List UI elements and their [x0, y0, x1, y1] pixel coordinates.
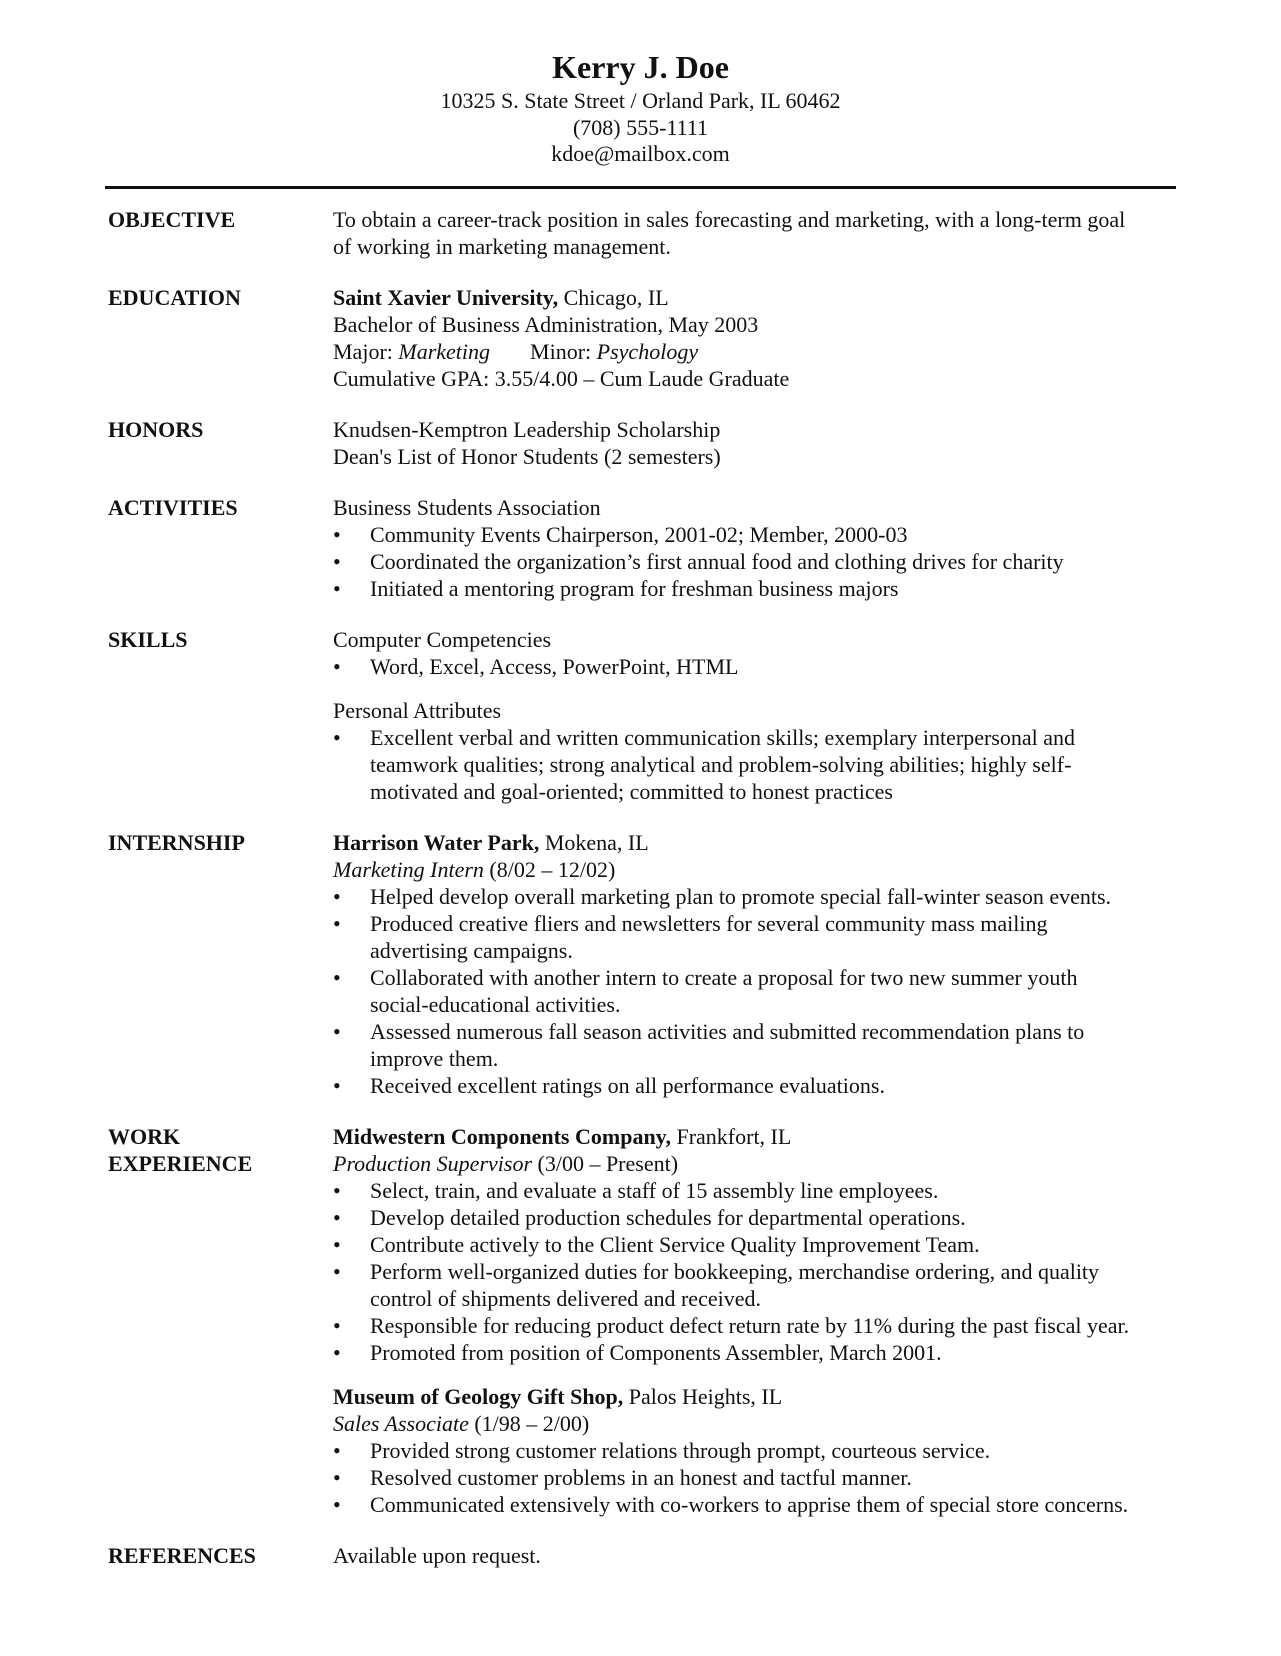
list-item: • Resolved customer problems in an honest and tactful manner. — [333, 1465, 912, 1490]
objective-line: of working in marketing management. — [333, 234, 671, 259]
list-item: • Responsible for reducing product defect return rate by 11% during the past fiscal year. — [333, 1313, 1130, 1338]
major-label: Major: — [333, 339, 399, 364]
bullet-icon: • — [333, 1205, 341, 1230]
activities-body — [333, 494, 1178, 602]
activity-org: Business Students Association — [333, 495, 601, 520]
list-item: • Excellent verbal and written communication skills; exemplary interpersonal and teamwork qualities; strong analytical and problem-solving abilities; highly self- motivated and goal-oriented; committed to honest practices — [333, 725, 1075, 804]
skill-group-title: Personal Attributes — [333, 698, 502, 723]
company-name: Midwestern Components Company, — [333, 1124, 671, 1149]
major-minor-line — [333, 338, 1178, 365]
list-item: • Provided strong customer relations through prompt, courteous service. — [333, 1438, 991, 1463]
list-item: • Produced creative fliers and newsletters for several community mass mailing advertising campaigns. — [333, 911, 1048, 963]
bullet-icon: • — [333, 884, 341, 909]
section-internship — [108, 829, 1178, 1099]
header-divider — [105, 186, 1176, 189]
objective-line: To obtain a career-track position in sales forecasting and marketing, with a long-term goal — [333, 207, 1126, 232]
skill-group-title: Computer Competencies — [333, 627, 552, 652]
section-skills — [108, 626, 1178, 805]
resume-body — [108, 206, 1178, 1593]
job-dates: (8/02 – 12/02) — [483, 857, 616, 882]
skills-body — [333, 626, 1178, 805]
bullet-icon: • — [333, 522, 341, 547]
company-line — [333, 1123, 1178, 1150]
work-body — [333, 1123, 1178, 1518]
job-title-line — [333, 856, 1178, 883]
company-location: Palos Heights, IL — [623, 1384, 783, 1409]
section-label: WORK EXPERIENCE — [108, 1124, 253, 1176]
list-item: • Helped develop overall marketing plan to promote special fall-winter season events. — [333, 884, 1112, 909]
bullet-icon: • — [333, 965, 341, 990]
objective-text — [333, 206, 1178, 260]
candidate-name: Kerry J. Doe — [552, 49, 729, 85]
job-title: Production Supervisor — [333, 1151, 532, 1176]
company-line — [333, 1383, 1178, 1410]
bullet-icon: • — [333, 1465, 341, 1490]
section-objective — [108, 206, 1178, 260]
list-item: • Assessed numerous fall season activities and submitted recommendation plans to improve them. — [333, 1019, 1085, 1071]
company-name: Harrison Water Park, — [333, 830, 540, 855]
job-dates: (1/98 – 2/00) — [468, 1411, 590, 1436]
honors-body — [333, 416, 1178, 470]
bullet-icon: • — [333, 549, 341, 574]
school-name: Saint Xavier University, — [333, 285, 559, 310]
job-bullets — [333, 1177, 1178, 1366]
minor: Psychology — [596, 339, 699, 364]
education-body — [333, 284, 1178, 392]
list-item: • Develop detailed production schedules for departmental operations. — [333, 1205, 966, 1230]
references-text: Available upon request. — [333, 1543, 541, 1568]
bullet-icon: • — [333, 1178, 341, 1203]
internship-body — [333, 829, 1178, 1099]
section-references — [108, 1542, 1178, 1569]
section-label: HONORS — [108, 417, 204, 442]
section-label: INTERNSHIP — [108, 830, 245, 855]
address: 10325 S. State Street / Orland Park, IL 60462 — [440, 88, 841, 113]
list-item: • Select, train, and evaluate a staff of 15 assembly line employees. — [333, 1178, 939, 1203]
list-item: • Coordinated the organization’s first annual food and clothing drives for charity — [333, 549, 1064, 574]
resume-header — [0, 46, 1281, 168]
section-label: ACTIVITIES — [108, 495, 238, 520]
list-item: • Word, Excel, Access, PowerPoint, HTML — [333, 654, 739, 679]
section-label: REFERENCES — [108, 1543, 256, 1568]
skill-bullets — [333, 724, 1178, 805]
job-title-line — [333, 1410, 1178, 1437]
bullet-icon: • — [333, 1438, 341, 1463]
gpa: Cumulative GPA: 3.55/4.00 – Cum Laude Graduate — [333, 366, 790, 391]
bullet-icon: • — [333, 1232, 341, 1257]
list-item: • Community Events Chairperson, 2001-02; Member, 2000-03 — [333, 522, 908, 547]
section-activities — [108, 494, 1178, 602]
company-location: Frankfort, IL — [670, 1124, 792, 1149]
job-title: Sales Associate — [333, 1411, 469, 1436]
bullet-icon: • — [333, 1259, 341, 1284]
bullet-icon: • — [333, 1073, 341, 1098]
section-honors — [108, 416, 1178, 470]
section-label: OBJECTIVE — [108, 207, 236, 232]
school-location: Chicago, IL — [558, 285, 669, 310]
bullet-icon: • — [333, 1313, 341, 1338]
minor-label: Minor: — [530, 339, 597, 364]
bullet-icon: • — [333, 1340, 341, 1365]
skill-bullets — [333, 653, 1178, 680]
bullet-icon: • — [333, 1019, 341, 1044]
bullet-icon: • — [333, 911, 341, 936]
phone: (708) 555-1111 — [572, 114, 709, 140]
bullet-icon: • — [333, 576, 341, 601]
job-title: Marketing Intern — [333, 857, 484, 882]
company-location: Mokena, IL — [539, 830, 649, 855]
section-work-experience — [108, 1123, 1178, 1518]
company-line — [333, 829, 1178, 856]
company-name: Museum of Geology Gift Shop, — [333, 1384, 624, 1409]
section-label: EDUCATION — [108, 285, 241, 310]
major: Marketing — [398, 339, 491, 364]
email: kdoe@mailbox.com — [551, 141, 730, 166]
list-item: • Promoted from position of Components Assembler, March 2001. — [333, 1340, 942, 1365]
honor-item: Knudsen-Kemptron Leadership Scholarship — [333, 417, 721, 442]
list-item: • Perform well-organized duties for bookkeeping, merchandise ordering, and quality control of shipments delivered and received. — [333, 1259, 1100, 1311]
section-education — [108, 284, 1178, 392]
school-line — [333, 284, 1178, 311]
job-dates: (3/00 – Present) — [532, 1151, 679, 1176]
bullet-icon: • — [333, 654, 341, 679]
list-item: • Collaborated with another intern to create a proposal for two new summer youth social-educational activities. — [333, 965, 1078, 1017]
activity-bullets — [333, 521, 1178, 602]
honor-item: Dean's List of Honor Students (2 semesters) — [333, 444, 721, 469]
list-item: • Communicated extensively with co-workers to apprise them of special store concerns. — [333, 1492, 1129, 1517]
job-bullets — [333, 1437, 1178, 1518]
bullet-icon: • — [333, 1492, 341, 1517]
degree: Bachelor of Business Administration, May 2003 — [333, 312, 759, 337]
list-item: • Initiated a mentoring program for freshman business majors — [333, 576, 899, 601]
internship-bullets — [333, 883, 1178, 1099]
list-item: • Received excellent ratings on all performance evaluations. — [333, 1073, 885, 1098]
job-title-line — [333, 1150, 1178, 1177]
list-item: • Contribute actively to the Client Service Quality Improvement Team. — [333, 1232, 980, 1257]
bullet-icon: • — [333, 725, 341, 750]
section-label: SKILLS — [108, 627, 188, 652]
